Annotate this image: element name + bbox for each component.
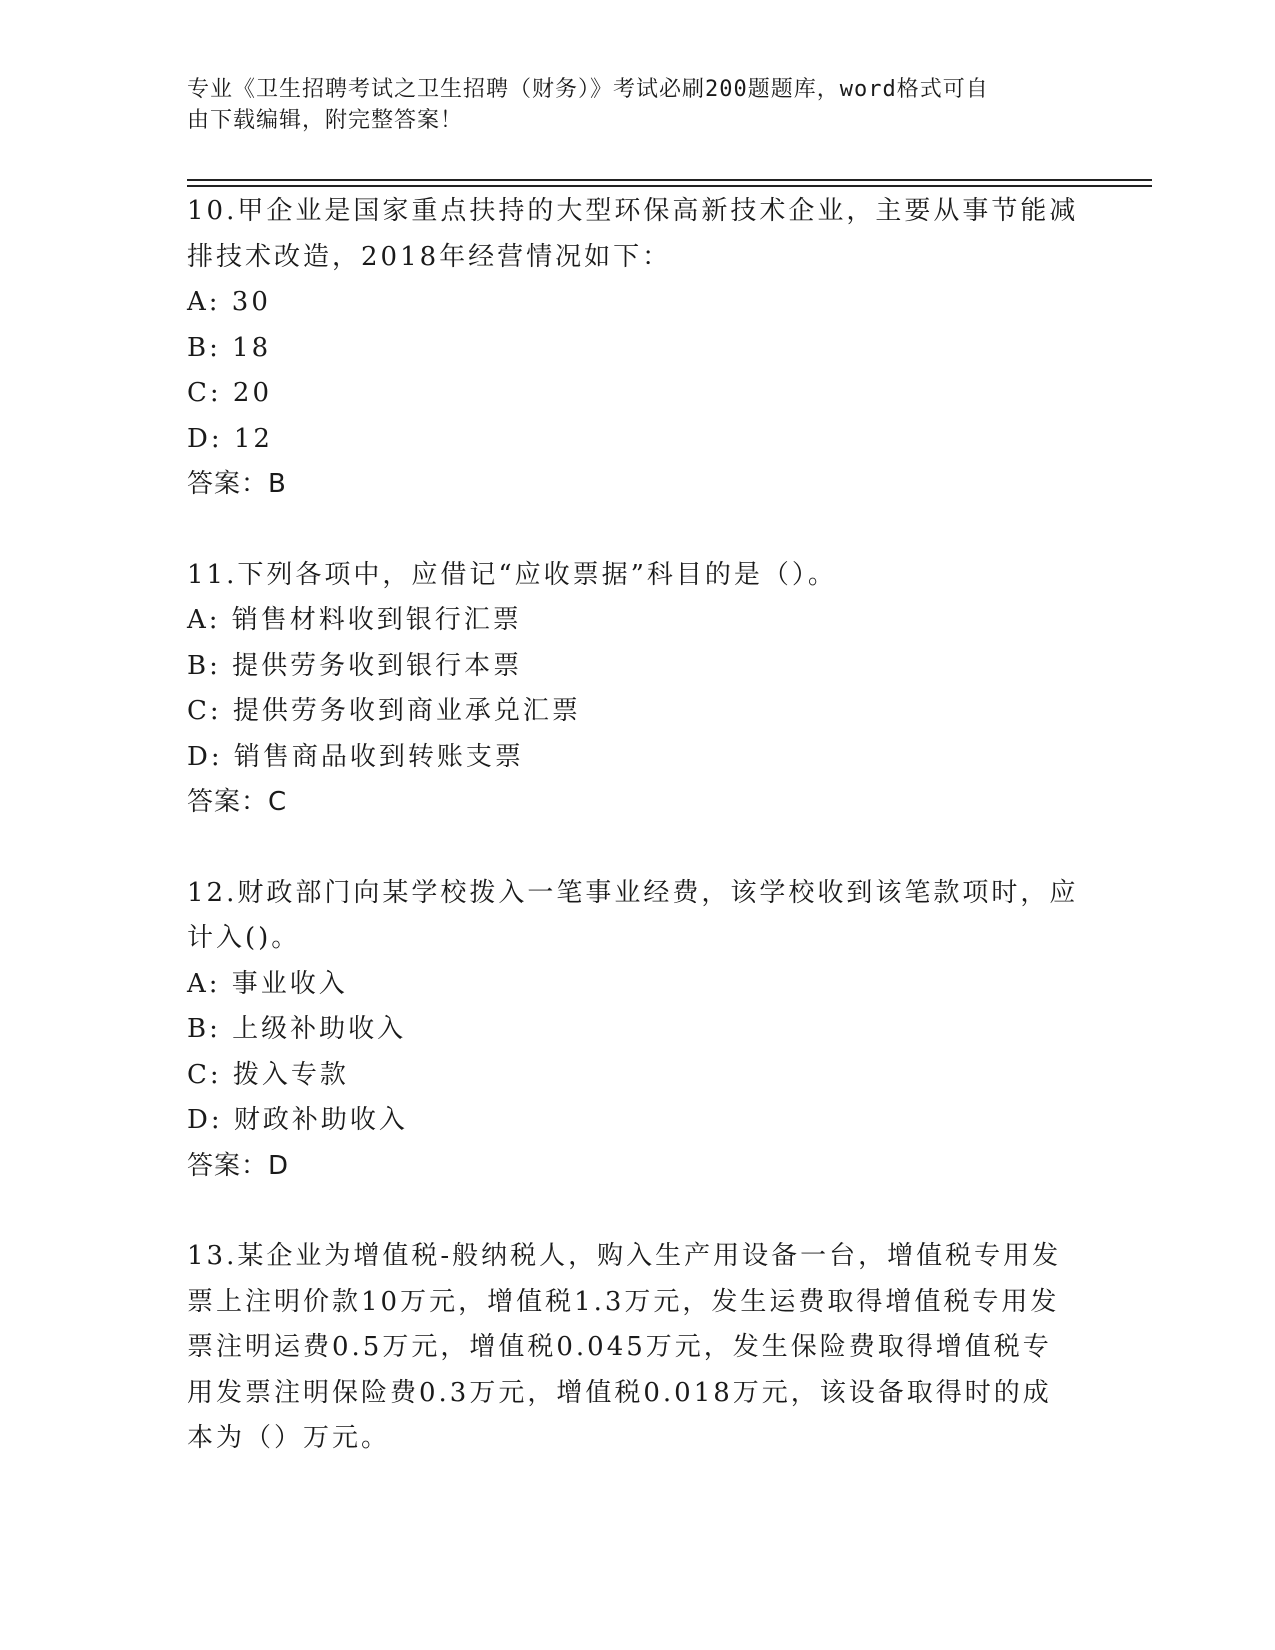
answer-label: 答案：D [187,1150,290,1181]
stem-line: 票上注明价款10万元，增值税1.3万元，发生运费取得增值税专用发 [187,1286,1060,1317]
option-c: C: 提供劳务收到商业承兑汇票 [187,696,581,726]
option-b: B: 18 [187,332,272,363]
question-10 [187,189,1087,508]
stem-line: 10.甲企业是国家重点扶持的大型环保高新技术企业，主要从事节能减 [187,196,1079,226]
stem-line: 11.下列各项中，应借记“应收票据”科目的是（）。 [187,559,837,590]
stem-line: 12.财政部门向某学校拨入一笔事业经费，该学校收到该笔款项时，应 [187,877,1079,908]
option-d: D: 财政补助收入 [187,1105,408,1135]
stem-line: 票注明运费0.5万元，增值税0.045万元，发生保险费取得增值税专 [187,1332,1052,1362]
header-line-1: 专业《卫生招聘考试之卫生招聘（财务）》考试必刷200题题库，word格式可自 [187,77,989,102]
stem-line: 本为（）万元。 [187,1423,391,1453]
question-stem [187,871,1087,962]
option-d: D: 12 [187,423,273,454]
option-d: D: 销售商品收到转账支票 [187,741,524,772]
question-stem [187,553,1087,599]
answer-label: 答案：C [187,787,288,817]
option-b: B: 上级补助收入 [187,1014,407,1044]
header-line-2: 由下载编辑，附完整答案！ [187,108,464,133]
document-header [187,74,1067,136]
header-divider-top [187,179,1152,181]
option-a: A: 30 [187,287,271,317]
answer-label: 答案：B [187,469,287,499]
stem-line: 计入()。 [187,923,301,953]
stem-line: 排技术改造，2018年经营情况如下： [187,241,672,272]
stem-line: 用发票注明保险费0.3万元，增值税0.018万元，该设备取得时的成 [187,1377,1052,1408]
option-c: C: 20 [187,378,273,408]
option-a: A: 事业收入 [187,968,348,999]
option-c: C: 拨入专款 [187,1059,349,1090]
header-divider-bottom [187,185,1152,187]
stem-line: 13.某企业为增值税-般纳税人，购入生产用设备一台，增值税专用发 [187,1241,1062,1271]
question-stem [187,1234,1087,1462]
question-13 [187,1234,1087,1462]
question-12 [187,871,1087,1190]
question-11 [187,553,1087,826]
option-a: A: 销售材料收到银行汇票 [187,605,522,635]
question-stem [187,189,1087,280]
option-b: B: 提供劳务收到银行本票 [187,650,523,681]
question-list [187,189,1087,1462]
